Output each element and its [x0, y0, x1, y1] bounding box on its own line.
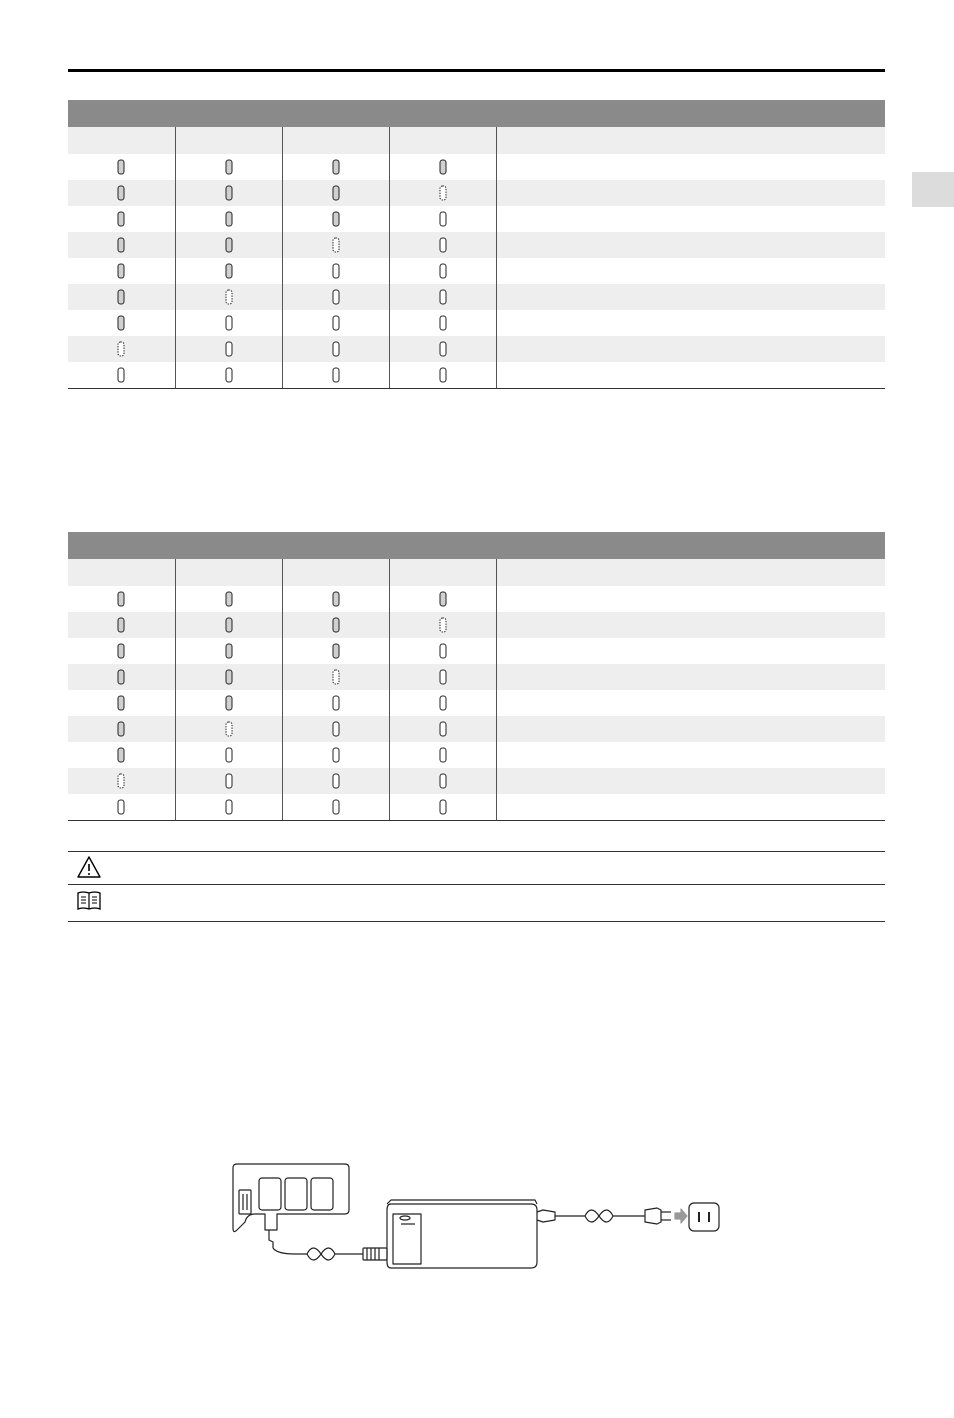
table-row [68, 284, 885, 310]
led-off-icon [332, 799, 340, 815]
led-cell [282, 284, 389, 310]
led-off-icon [332, 367, 340, 383]
led-cell [68, 180, 175, 206]
table-row [68, 362, 885, 389]
led-off-icon [225, 773, 233, 789]
led-cell [282, 336, 389, 362]
wall-outlet-icon [689, 1203, 719, 1231]
table-header-cell [68, 532, 885, 559]
level-cell [496, 310, 885, 336]
led-solid-icon [332, 617, 340, 633]
led-column-header [68, 559, 175, 586]
led-cell [68, 362, 175, 389]
warning-note [68, 855, 885, 881]
led-solid-icon [225, 669, 233, 685]
led-solid-icon [117, 237, 125, 253]
level-cell [496, 716, 885, 742]
led-off-icon [439, 695, 447, 711]
led-solid-icon [225, 237, 233, 253]
led-cell [282, 258, 389, 284]
table-row [68, 716, 885, 742]
battery-illustration [233, 1164, 349, 1248]
led-column-header [68, 127, 175, 154]
level-cell [496, 638, 885, 664]
led-cell [389, 612, 496, 638]
led-off-icon [439, 315, 447, 331]
led-cell [175, 310, 282, 336]
led-cell [389, 716, 496, 742]
led-cell [68, 258, 175, 284]
led-cell [175, 586, 282, 612]
led-cell [175, 638, 282, 664]
led-cell [175, 690, 282, 716]
led-off-icon [225, 315, 233, 331]
level-cell [496, 258, 885, 284]
led-cell [282, 638, 389, 664]
led-cell [389, 180, 496, 206]
led-off-icon [332, 747, 340, 763]
led-off-icon [439, 367, 447, 383]
led-column-header [282, 127, 389, 154]
table-header-cell [68, 100, 885, 127]
table-row [68, 690, 885, 716]
info-note [68, 889, 885, 917]
led-cell [282, 310, 389, 336]
led-cell [68, 232, 175, 258]
level-cell [496, 612, 885, 638]
led-off-icon [332, 315, 340, 331]
led-solid-icon [117, 185, 125, 201]
led-column-header [389, 559, 496, 586]
led-solid-icon [332, 211, 340, 227]
table-row [68, 742, 885, 768]
led-cell [282, 794, 389, 821]
led-cell [389, 232, 496, 258]
led-cell [282, 232, 389, 258]
led-off-icon [439, 747, 447, 763]
table-header-row [68, 532, 885, 559]
led-solid-icon [225, 591, 233, 607]
led-cell [175, 180, 282, 206]
led-blink-icon [439, 185, 447, 201]
led-solid-icon [332, 159, 340, 175]
level-cell [496, 742, 885, 768]
level-cell [496, 768, 885, 794]
led-solid-icon [117, 211, 125, 227]
led-cell [175, 768, 282, 794]
led-solid-icon [439, 159, 447, 175]
led-cell [68, 586, 175, 612]
led-off-icon [332, 289, 340, 305]
table-row [68, 612, 885, 638]
led-cell [175, 612, 282, 638]
battery-level-table-2 [68, 532, 885, 821]
led-cell [68, 612, 175, 638]
battery-cable [273, 1248, 387, 1260]
led-solid-icon [117, 315, 125, 331]
led-solid-icon [117, 643, 125, 659]
led-blink-icon [225, 289, 233, 305]
led-cell [282, 362, 389, 389]
led-solid-icon [225, 643, 233, 659]
led-cell [175, 664, 282, 690]
led-cell [282, 586, 389, 612]
led-cell [68, 742, 175, 768]
led-off-icon [332, 341, 340, 357]
table-row [68, 258, 885, 284]
led-cell [68, 154, 175, 180]
led-blink-icon [332, 237, 340, 253]
led-off-icon [439, 669, 447, 685]
led-column-header [175, 559, 282, 586]
led-solid-icon [225, 185, 233, 201]
led-cell [282, 180, 389, 206]
table-row [68, 310, 885, 336]
led-solid-icon [225, 263, 233, 279]
led-off-icon [225, 799, 233, 815]
table-row [68, 154, 885, 180]
level-cell [496, 664, 885, 690]
level-column-header [496, 559, 885, 586]
warning-triangle-icon [76, 855, 102, 879]
led-column-header [282, 559, 389, 586]
led-blink-icon [117, 773, 125, 789]
led-cell [389, 362, 496, 389]
led-cell [68, 336, 175, 362]
led-cell [68, 638, 175, 664]
led-cell [175, 284, 282, 310]
level-cell [496, 362, 885, 389]
led-cell [68, 768, 175, 794]
mains-cable [555, 1208, 671, 1224]
level-cell [496, 154, 885, 180]
led-off-icon [225, 341, 233, 357]
led-solid-icon [225, 211, 233, 227]
led-cell [175, 206, 282, 232]
led-cell [175, 716, 282, 742]
table-subheader-row [68, 127, 885, 154]
led-cell [389, 206, 496, 232]
led-solid-icon [117, 669, 125, 685]
led-cell [68, 716, 175, 742]
table-row [68, 638, 885, 664]
led-off-icon [439, 773, 447, 789]
level-cell [496, 586, 885, 612]
level-cell [496, 690, 885, 716]
led-cell [175, 154, 282, 180]
level-cell [496, 206, 885, 232]
led-cell [282, 664, 389, 690]
led-off-icon [117, 367, 125, 383]
section-tab [912, 172, 954, 207]
note-divider-mid [68, 884, 885, 885]
charging-diagram [225, 1160, 725, 1275]
led-cell [389, 336, 496, 362]
table-row [68, 768, 885, 794]
arrow-to-outlet [675, 1209, 687, 1223]
table-row [68, 336, 885, 362]
led-cell [68, 284, 175, 310]
led-blink-icon [439, 617, 447, 633]
led-solid-icon [332, 185, 340, 201]
led-off-icon [439, 643, 447, 659]
led-cell [389, 664, 496, 690]
led-solid-icon [117, 289, 125, 305]
led-cell [389, 154, 496, 180]
led-cell [175, 258, 282, 284]
led-solid-icon [439, 591, 447, 607]
led-cell [282, 768, 389, 794]
led-cell [389, 284, 496, 310]
led-cell [282, 742, 389, 768]
table-row [68, 232, 885, 258]
led-cell [282, 716, 389, 742]
led-off-icon [439, 211, 447, 227]
led-solid-icon [332, 643, 340, 659]
led-solid-icon [117, 591, 125, 607]
led-solid-icon [225, 617, 233, 633]
led-solid-icon [225, 695, 233, 711]
table-row [68, 664, 885, 690]
led-cell [389, 310, 496, 336]
table-row [68, 180, 885, 206]
battery-level-table-1 [68, 100, 885, 389]
level-cell [496, 180, 885, 206]
led-cell [68, 794, 175, 821]
table-row [68, 794, 885, 821]
led-cell [282, 154, 389, 180]
led-solid-icon [332, 591, 340, 607]
led-off-icon [439, 237, 447, 253]
table-header-row [68, 100, 885, 127]
level-cell [496, 284, 885, 310]
led-cell [175, 362, 282, 389]
led-cell [389, 638, 496, 664]
top-rule [68, 69, 885, 72]
led-solid-icon [225, 159, 233, 175]
led-cell [389, 768, 496, 794]
led-off-icon [332, 263, 340, 279]
led-cell [175, 232, 282, 258]
note-divider-top [68, 851, 885, 852]
led-off-icon [439, 263, 447, 279]
led-off-icon [225, 747, 233, 763]
level-cell [496, 794, 885, 821]
led-off-icon [439, 721, 447, 737]
level-column-header [496, 127, 885, 154]
manual-book-icon [76, 890, 102, 912]
led-off-icon [332, 773, 340, 789]
led-cell [175, 742, 282, 768]
table-row [68, 586, 885, 612]
led-off-icon [332, 695, 340, 711]
led-cell [389, 690, 496, 716]
led-blink-icon [225, 721, 233, 737]
led-cell [282, 612, 389, 638]
led-off-icon [439, 341, 447, 357]
led-blink-icon [332, 669, 340, 685]
led-solid-icon [117, 721, 125, 737]
led-cell [389, 794, 496, 821]
led-cell [68, 310, 175, 336]
led-off-icon [439, 289, 447, 305]
led-cell [68, 690, 175, 716]
led-off-icon [332, 721, 340, 737]
led-solid-icon [117, 695, 125, 711]
led-cell [68, 664, 175, 690]
table-row [68, 206, 885, 232]
led-solid-icon [117, 747, 125, 763]
level-cell [496, 232, 885, 258]
led-solid-icon [117, 617, 125, 633]
led-cell [175, 336, 282, 362]
note-divider-bottom [68, 921, 885, 922]
led-off-icon [225, 367, 233, 383]
led-cell [389, 258, 496, 284]
led-blink-icon [117, 341, 125, 357]
led-off-icon [439, 799, 447, 815]
led-cell [282, 206, 389, 232]
led-cell [389, 586, 496, 612]
led-column-header [175, 127, 282, 154]
led-solid-icon [117, 159, 125, 175]
led-cell [68, 206, 175, 232]
table-subheader-row [68, 559, 885, 586]
led-column-header [389, 127, 496, 154]
led-solid-icon [117, 263, 125, 279]
led-cell [282, 690, 389, 716]
led-cell [389, 742, 496, 768]
led-cell [175, 794, 282, 821]
level-cell [496, 336, 885, 362]
power-adapter-illustration [387, 1200, 555, 1268]
led-off-icon [117, 799, 125, 815]
